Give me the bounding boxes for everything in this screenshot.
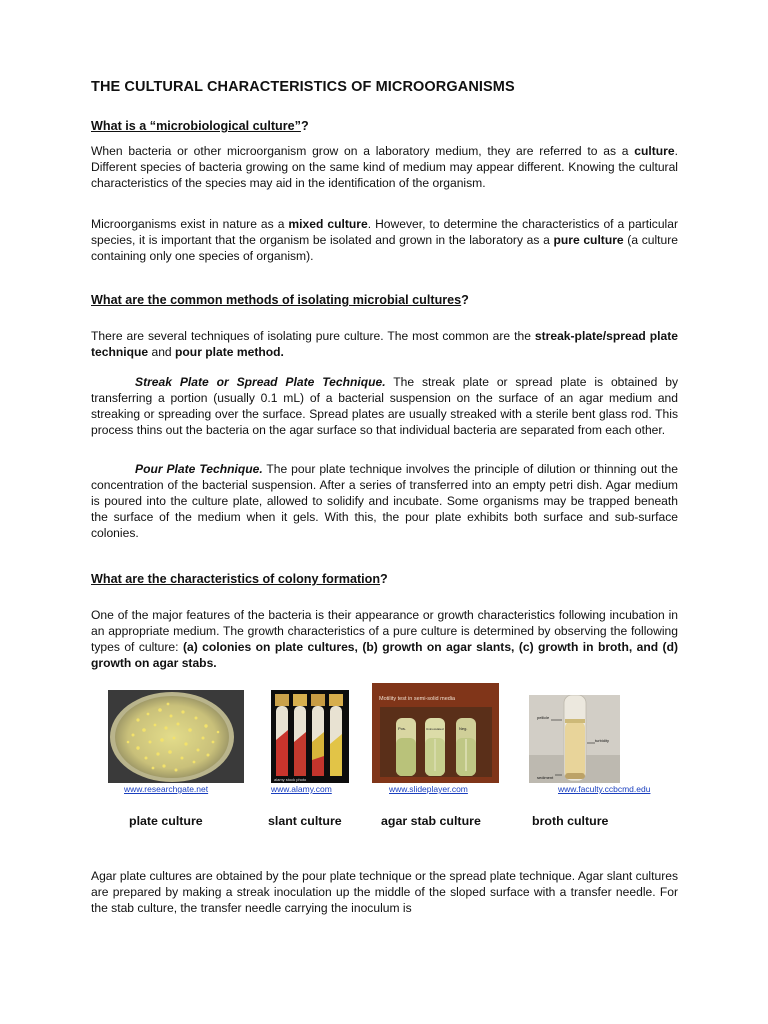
heading-isolation-methods xyxy=(91,293,469,307)
motility-caption: Motility test in semi-solid media xyxy=(379,696,456,702)
source-link-researchgate[interactable]: www.researchgate.net xyxy=(124,784,209,794)
paragraph-pour-plate: Pour Plate Technique. The pour plate technique involves the principle of dilution or thinning out the concentration of the bacterial suspension. After a series of transferred into an empty petri dish. Agar medium is poured into the culture plate, allowed to solidify and incubate. Some organisms may be trapped beneath the surface of the medium when it gels. With this, the pour plate exhibits both surface and sub-surface colonies. xyxy=(91,462,678,540)
paragraph-mixed-pure-culture: Microorganisms exist in nature as a mixed culture. However, to determine the characteristics of a particular species, it is important that the organism be isolated and grown in the laboratory as a pure culture (a culture containing only one species of organism). xyxy=(91,217,679,263)
heading-mark: ? xyxy=(300,119,309,133)
label-slant-culture: slant culture xyxy=(268,814,342,828)
page-title: THE CULTURAL CHARACTERISTICS OF MICROORGANISMS xyxy=(91,79,515,95)
paragraph-growth-characteristics: One of the major features of the bacteria is their appearance or growth characteristics following incubation in an appropriate medium. The growth characteristics of a pure culture is determined by observing the following types of culture: (a) colonies on plate cultures, (b) growth on agar slants, (c) growth in broth, and (d) growth on agar stabs. xyxy=(91,608,678,670)
broth-culture-image xyxy=(529,695,620,783)
label-broth-culture: broth culture xyxy=(532,814,609,828)
label-plate-culture: plate culture xyxy=(129,814,203,828)
plate-culture-image xyxy=(108,690,244,783)
alamy-watermark: alamy stock photo xyxy=(274,777,307,782)
slant-culture-image xyxy=(271,690,349,783)
source-link-slideplayer[interactable]: www.slideplayer.com xyxy=(389,784,468,794)
paragraph-culture-definition: When bacteria or other microorganism grow on a laboratory medium, they are referred to as a culture. Different species of bacteria growing on the same kind of medium may appear different. Knowing the cultural characteristics of the species may aid in the identification of the organism. xyxy=(91,144,678,190)
tube-label-uninoculated: Uninoculated xyxy=(426,727,444,731)
sediment-label: sediment xyxy=(537,775,554,780)
heading-text: What are the characteristics of colony formation xyxy=(91,572,381,586)
heading-text: What are the common methods of isolating microbial cultures xyxy=(91,293,462,307)
source-link-faculty[interactable]: www.faculty.ccbcmd.edu xyxy=(558,784,651,794)
paragraph-streak-plate: Streak Plate or Spread Plate Technique. The streak plate or spread plate is obtained by transferring a portion (usually 0.1 mL) of a bacterial suspension on the surface of an agar medium and streaking or spreading over the surface. Spread plates are usually streaked with a sterile bent glass rod. This process thins out the bacteria on the agar surface so that individual bacteria are separated from each other. xyxy=(91,375,678,437)
pellicle-label: pellicle xyxy=(537,715,550,720)
heading-mark: ? xyxy=(461,293,469,307)
paragraph-culture-preparation: Agar plate cultures are obtained by the pour plate technique or the spread plate technique. Agar slant cultures are prepared by making a streak inoculation up the middle of the sloped surface with a transfer needle. For the stab culture, the transfer needle carrying the inoculum is xyxy=(91,869,678,915)
paragraph-isolation-intro: There are several techniques of isolating pure culture. The most common are the streak-plate/spread plate technique and pour plate method. xyxy=(91,329,678,359)
heading-text: What is a “microbiological culture” xyxy=(91,119,301,133)
label-agar-stab-culture: agar stab culture xyxy=(381,814,481,828)
source-link-alamy[interactable]: www.alamy.com xyxy=(271,784,332,794)
heading-colony-formation xyxy=(91,572,388,586)
tube-label-neg: Neg. xyxy=(459,726,468,731)
tube-label-pos: Pos. xyxy=(398,726,407,731)
agar-stab-culture-image xyxy=(372,683,499,783)
turbidity-label: turbidity xyxy=(595,738,610,743)
heading-microbiological-culture xyxy=(91,119,309,133)
heading-mark: ? xyxy=(380,572,388,586)
